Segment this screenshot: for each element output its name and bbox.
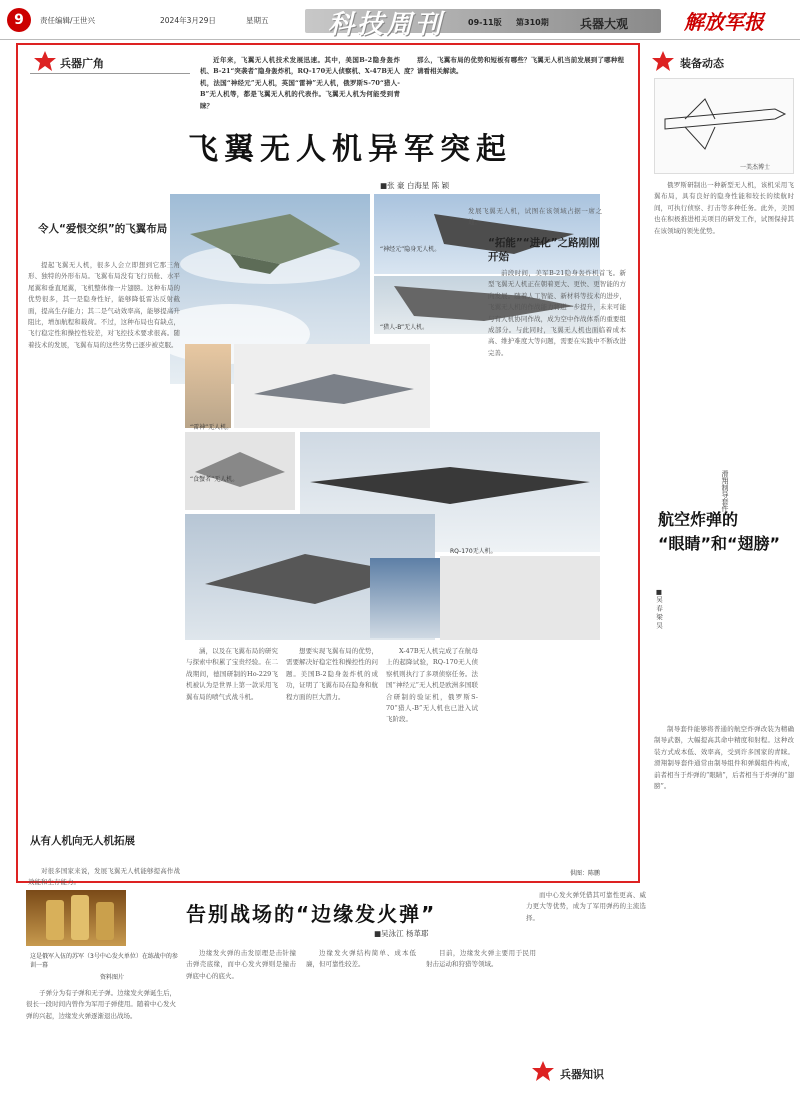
- bottom-photo-caption: 这是俄军入伍的苏军（3号中心发火单位）在练战中的参训一幕: [30, 953, 178, 969]
- feature-tag: 滑翔制导套件——: [721, 470, 729, 526]
- bottom-byline: ■吴泳江 杨革耶: [374, 929, 429, 938]
- feature-text: 制导套件能够将普通的航空炸弹改装为精确制导武器，大幅提高其命中精度和射程。这种改装方式成本低、效率高，受到许多国家的青睐。滑翔制导套件通常由制导组件和弹翼组件构成，前者相当于炸弹的“眼睛”，后者相当于炸弹的“翅膀”。: [654, 725, 794, 791]
- intro-text: 近年来，飞翼无人机技术发展迅速。其中，美国B-2隐身轰炸机、B-21“突袭者”隐身轰炸机，RQ-170无人侦察机、X-47B无人机，法国“神经元”无人机，英国“雷神”无人机，俄罗斯S-70“猎人-B”无人机等，都是飞翼无人机的代表作。飞翼无人机为何能受到青睐？: [200, 56, 400, 110]
- bottom-col-5: 而中心发火弹凭借其可靠性更高、威力更大等优势，成为了军用弹药的主流选择。: [526, 891, 646, 922]
- right-subhead: “拓能”“进化”之路刚刚开始: [488, 237, 600, 263]
- editor-label: 责任编辑/王世兴: [40, 16, 96, 25]
- center-col-2: 想要实现飞翼布局的优势，需要解决好稳定性和操控性的问题。美国B-2隐身轰炸机的成功，证明了飞翼布局在隐身和航程方面的巨大潜力。: [286, 647, 378, 701]
- caption-1: “神经元”隐身无人机。: [380, 246, 441, 253]
- feature-author: ■吴 春 梁 昊: [655, 588, 663, 629]
- section-label-knowledge: 兵器知识: [560, 1068, 604, 1081]
- photo-small-1: [185, 344, 231, 428]
- byline: ■张 豪 白海星 陈 颖: [380, 181, 450, 190]
- caption-3: “雷神”无人机。: [190, 424, 233, 431]
- bottom-title: 告别战场的“边缘发火弹”: [186, 902, 437, 926]
- section-label-weapons: 兵器广角: [60, 57, 104, 70]
- bottom-col-4: 目前，边缘发火弹主要用于民用射击运动和狩猎等领域。: [426, 949, 536, 969]
- issue-pages: 09-11版: [468, 18, 502, 27]
- feature-title: [658, 508, 790, 556]
- page-number: 9: [7, 8, 31, 32]
- caption-5: RQ-170无人机。: [450, 548, 497, 555]
- drone-icon: [234, 344, 430, 428]
- left-subhead: 令人“爱恨交织”的飞翼布局: [38, 223, 168, 235]
- photo-small-2: [370, 558, 440, 638]
- bottom-col-1: 子弹分为有子弹和无子弹。边缘发火弹诞生后，很长一段时间内曾作为军用子弹使用。随着中心发火弹的兴起，边缘发火弹逐渐退出战场。: [26, 989, 176, 1020]
- sketch-image: [654, 78, 794, 174]
- missile-sketch-icon: [655, 79, 795, 175]
- bottom-col-3: 边缘发火弹结构简单、成本低廉，但可靠性较差。: [306, 949, 416, 969]
- left-col-text-2: 对很多国家来说，发展飞翼无人机能够提高作战效能和生存能力。: [28, 867, 180, 887]
- bottom-photo-credit: 资料图片: [100, 974, 125, 981]
- newspaper-logo: 解放军报: [684, 10, 764, 34]
- left-col-text: 提起飞翼无人机，很多人会立即想到它那三角形、独特的外形布局。飞翼布局没有飞行员舱、水平尾翼和垂直尾翼，飞机整体像一片翅膀。这种布局的优势很多，其一是隐身性好，能够降低雷达反射截面，提高生存能力；其二是气动效率高，能够提高升阻比，增加航程和载荷。不过，这种布局也有缺点，飞行稳定性和操控性较差，对飞控技术要求很高。随着技术的发展，飞翼布局的这些劣势已逐步被克服。: [28, 261, 180, 349]
- bottom-col-2: 边缘发火弹的击发原理是击针撞击弹壳底缘，而中心发火弹则是撞击弹底中心的底火。: [186, 949, 296, 980]
- sketch-caption: 一美杰博士: [740, 164, 771, 171]
- photo-cartridges: [26, 890, 126, 946]
- star-icon: [530, 1060, 556, 1082]
- right-col-text: 前段时间，美军B-21隐身轰炸机首飞。新型飞翼无人机正在朝着更大、更快、更智能的方向发展。随着人工智能、新材料等技术的进步，飞翼无人机的作战能力将进一步提升，未来可能与有人机协同作战，成为空中作战体系的重要组成部分。与此同时，飞翼无人机也面临着成本高、维护难度大等问题，需要在实践中不断改进完善。: [488, 269, 626, 357]
- feature-title-line2: “眼睛”和“翅膀”: [658, 534, 781, 553]
- issue-number: 第310期: [516, 18, 549, 27]
- center-col-3: X-47B无人机完成了在航母上的起降试验，RQ-170无人侦察机则执行了多项侦察任务。法国“神经元”无人机是欧洲多国联合研制的验证机，俄罗斯S-70“猎人-B”无人机也已进入试飞阶段。: [386, 647, 478, 724]
- article-title: 飞翼无人机异军突起: [188, 132, 512, 167]
- photo-taranis: [234, 344, 430, 428]
- center-col-1: 涵，以及在飞翼布局的研究与探索中积累了宝贵经验。在二战期间，德国研制的Ho-229飞机被认为是世界上第一款采用飞翼布局的喷气式战斗机。: [186, 647, 278, 701]
- star-icon: [32, 50, 58, 72]
- issue-date: 2024年3月29日: [160, 16, 216, 25]
- drone-icon: [185, 432, 295, 510]
- news-text: 俄罗斯研制出一种新型无人机，该机采用飞翼布局，具有良好的隐身性能和较长的续航时间，可执行侦察、打击等多种任务。此外，美国也在积极推进相关项目的研发工作，试图保持其在该领域的领先优势。: [654, 181, 794, 235]
- photo-credit: 供图：陈鹏: [570, 870, 601, 877]
- left-subhead-2: 从有人机向无人机拓展: [30, 835, 135, 847]
- caption-4: “食蟹者”无人机。: [190, 476, 239, 483]
- page-header: [0, 0, 800, 40]
- caption-2: “猎人-B”无人机。: [380, 324, 429, 331]
- star-icon: [650, 50, 676, 72]
- divider: [30, 73, 190, 74]
- section-label-news: 装备动态: [680, 57, 724, 70]
- intro-text-right: 那么，飞翼布局的优势和短板有哪些？飞翼无人机当前发展到了哪种程度？请看相关解读。: [404, 56, 624, 76]
- photo-mantis: [185, 432, 295, 510]
- cartridge-icon: [26, 890, 126, 946]
- issue-weekday: 星期五: [246, 16, 269, 25]
- feature-title-line1: 航空炸弹的: [658, 510, 739, 529]
- section-name: 兵器大观: [580, 17, 629, 31]
- right-col-top-text: 发展飞翼无人机，试图在该领域占据一席之地。: [468, 207, 602, 227]
- band-title: 科技周刊: [328, 10, 445, 40]
